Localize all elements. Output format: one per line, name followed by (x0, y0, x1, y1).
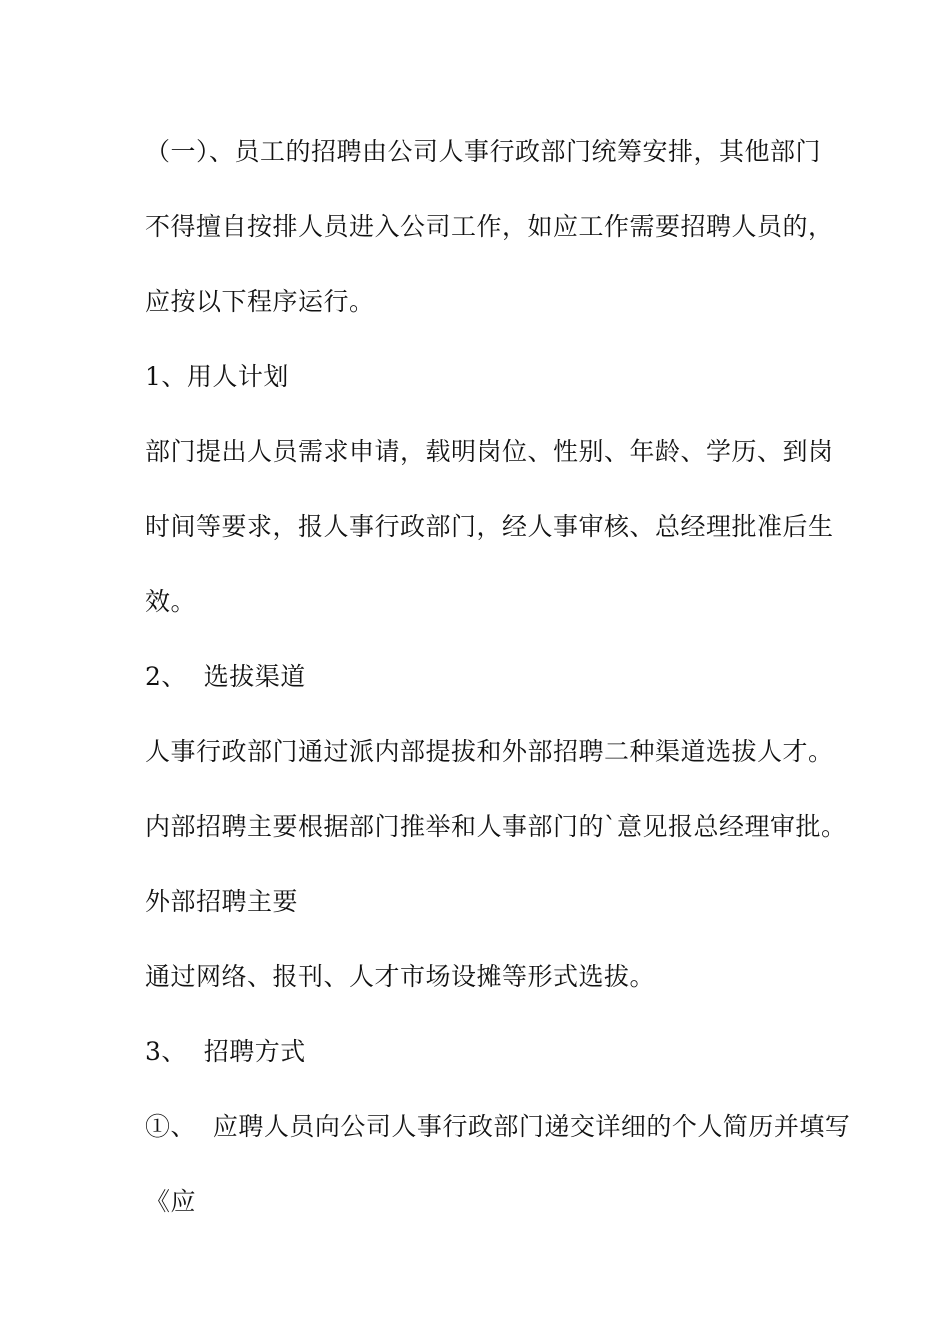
paragraph-2-line-3: 效。 (145, 587, 197, 616)
paragraph-3-line-1: 人事行政部门通过派内部提拔和外部招聘二种渠道选拔人才。 (145, 737, 834, 766)
section-heading-1: 1、用人计划 (145, 362, 289, 391)
paragraph-2-line-1: 部门提出人员需求申请，载明岗位、性别、年龄、学历、到岗 (145, 437, 834, 466)
paragraph-3-line-4: 通过网络、报刊、人才市场设摊等形式选拔。 (145, 962, 656, 991)
paragraph-1-line-3: 应按以下程序运行。 (145, 287, 375, 316)
paragraph-3-line-3: 外部招聘主要 (145, 887, 299, 916)
paragraph-1-line-1: （一）、员工的招聘由公司人事行政部门统筹安排，其他部门 (145, 137, 822, 166)
paragraph-4-line-1: ①、 应聘人员向公司人事行政部门递交详细的个人简历并填写 (145, 1112, 851, 1141)
section-heading-3: 3、 招聘方式 (145, 1037, 306, 1066)
paragraph-1-line-2: 不得擅自按排人员进入公司工作，如应工作需要招聘人员的， (145, 212, 834, 241)
section-heading-2: 2、 选拔渠道 (145, 662, 306, 691)
paragraph-2-line-2: 时间等要求，报人事行政部门，经人事审核、总经理批准后生 (145, 512, 834, 541)
paragraph-4-line-2: 《应 (145, 1187, 197, 1216)
paragraph-3-line-2: 内部招聘主要根据部门推举和人事部门的`意见报总经理审批。 (145, 812, 847, 841)
